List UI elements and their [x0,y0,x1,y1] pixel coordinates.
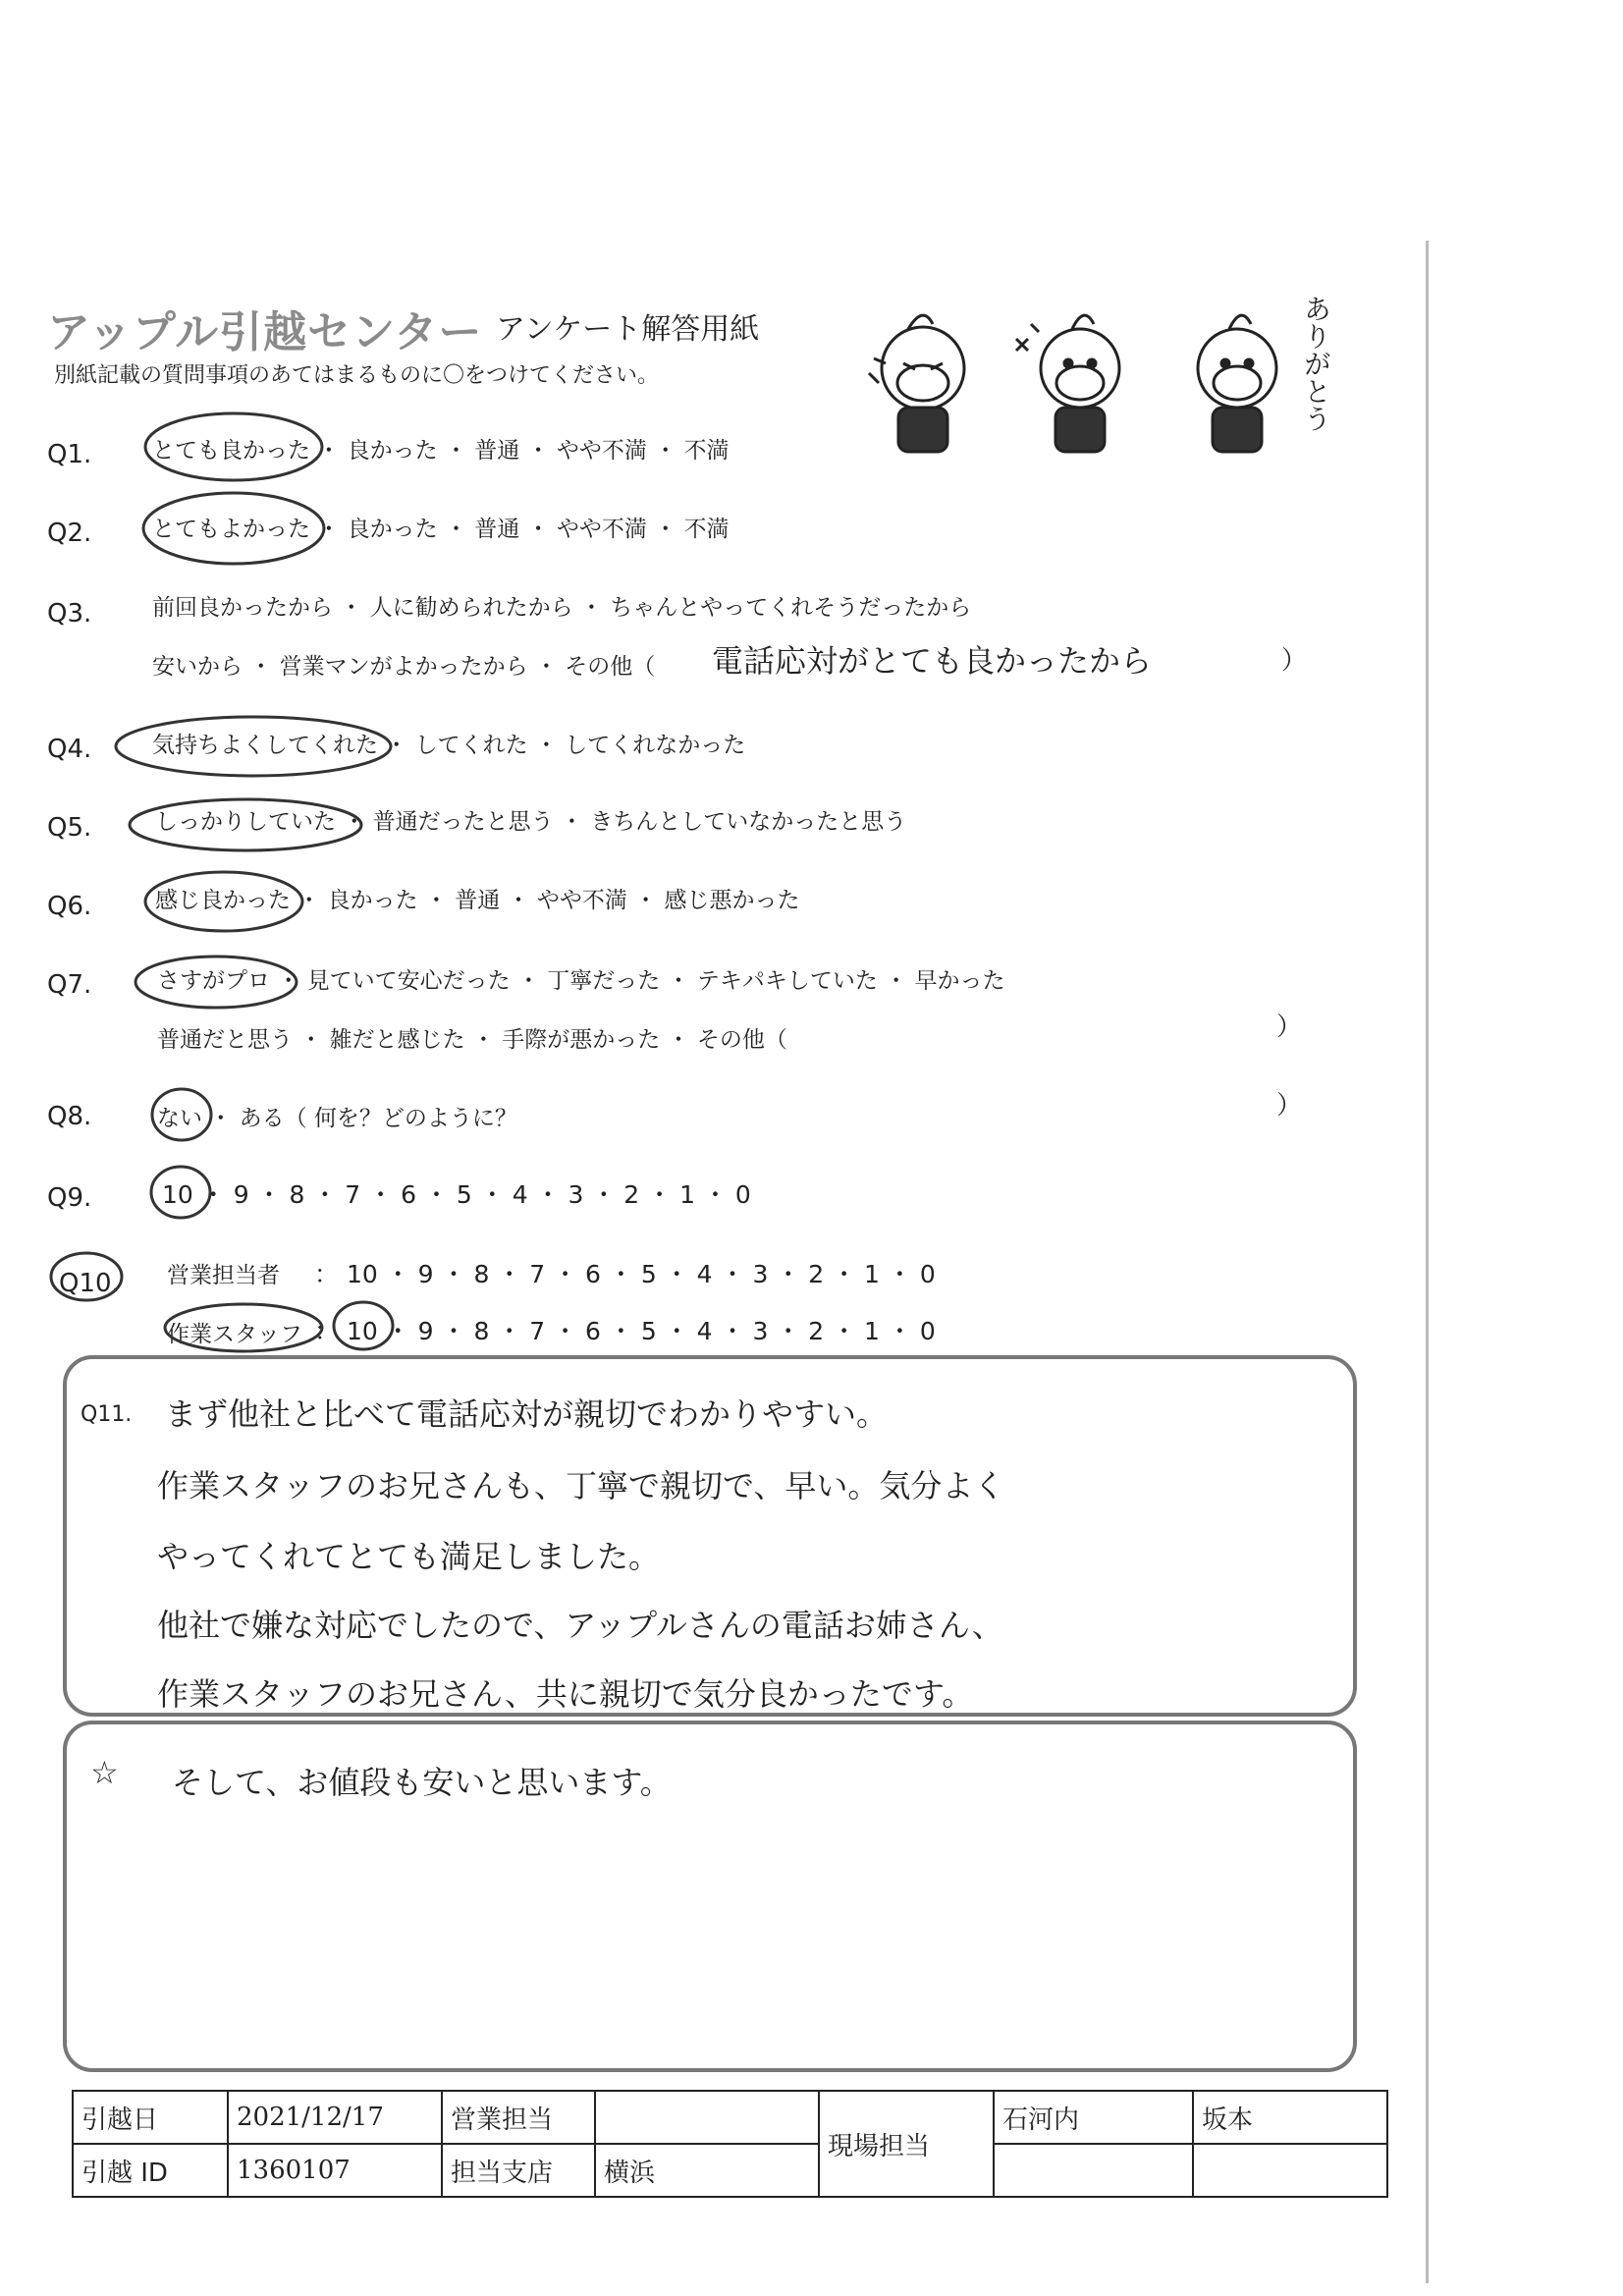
q7-label: Q7. [47,970,92,1000]
move-id-value: 1360107 [228,2144,442,2197]
q6-options[interactable]: 感じ良かった ・ 良かった ・ 普通 ・ やや不満 ・ 感じ悪かった [155,888,800,913]
q10-sales-label: 営業担当者 [167,1263,280,1288]
q11-line-3: やってくれてとても満足しました。 [157,1538,661,1575]
star-comment: そして、お値段も安いと思います。 [172,1764,672,1801]
q1-option[interactable]: 良かった [347,438,438,464]
q7-close-paren: ） [1276,1012,1303,1042]
q11-line-5: 作業スタッフのお兄さん、共に親切で気分良かったです。 [157,1675,974,1713]
q2-option[interactable]: 普通 [474,517,520,542]
q11-label: Q11. [81,1402,133,1427]
q2-label: Q2. [47,519,92,548]
q4-answer-circle [116,717,391,776]
q11-line-4: 他社で嫌な対応でしたので、アップルさんの電話お姉さん、 [157,1607,1003,1644]
branch-value: 横浜 [595,2144,819,2197]
q7-answer-circle [135,957,297,1008]
site-staff-2: 坂本 [1193,2091,1387,2144]
q1-option[interactable]: やや不満 [556,438,647,464]
q2-options: とてもよかった ・ 良かった ・ 普通 ・ やや不満 ・ 不満 [152,517,730,542]
move-id-label: 引越 ID [73,2144,228,2197]
q1-option[interactable]: 普通 [474,438,520,464]
q11-line-2: 作業スタッフのお兄さんも、丁寧で親切で、早い。気分よく [157,1467,1005,1504]
q1-option[interactable]: とても良かった [152,438,310,464]
q10-label-circle [51,1253,122,1300]
q6-label: Q6. [47,892,92,921]
q3-line2[interactable]: 安いから ・ 営業マンがよかったから ・ その他（ [152,654,656,680]
q8-answer-circle [152,1089,211,1140]
q11-line-1: まず他社と比べて電話応対が親切でわかりやすい。 [165,1395,889,1433]
q9-label: Q9. [47,1183,92,1213]
q7-line2[interactable]: 普通だと思う ・ 雑だと感じた ・ 手際が悪かった ・ その他（ [157,1027,787,1053]
q4-options[interactable]: 気持ちよくしてくれた ・ してくれた ・ してくれなかった [152,733,746,758]
q1-option[interactable]: 不満 [683,438,730,464]
q6-answer-circle [145,872,302,931]
q2-answer-circle [143,493,324,564]
q3-line1[interactable]: 前回良かったから ・ 人に勧められたから ・ ちゃんとやってくれそうだったから [152,595,972,621]
move-date-label: 引越日 [73,2091,228,2144]
instruction-text: 別紙記載の質問事項のあてはまるものに〇をつけてください。 [54,363,660,388]
q2-option[interactable]: やや不満 [556,517,647,542]
q9-answer-circle [151,1167,210,1218]
q1-answer-circle [145,413,322,480]
q3-handwritten-answer: 電話応対がとても良かったから [712,642,1153,680]
site-staff-label: 現場担当 [819,2091,994,2197]
q5-options[interactable]: しっかりしていた ・ 普通だったと思う ・ きちんとしていなかったと思う [155,809,907,835]
sales-rep-value [595,2091,819,2144]
q10-staff-label-circle [165,1304,322,1351]
sales-rep-label: 営業担当 [442,2091,595,2144]
q5-label: Q5. [47,813,92,843]
brand-title: アップル引越センター [47,307,483,357]
q2-option[interactable]: とてもよかった [152,517,310,542]
mascot-thanks-text: ありがとう [1300,295,1332,432]
q10-sales-scale[interactable]: ： 10 ・ 9 ・ 8 ・ 7 ・ 6 ・ 5 ・ 4 ・ 3 ・ 2 ・ 1 ・ 0 [314,1260,936,1288]
q2-option[interactable]: 不満 [683,517,730,542]
site-staff-empty-1 [994,2144,1193,2197]
q10-staff-answer-circle [334,1302,393,1349]
branch-label: 担当支店 [442,2144,595,2197]
q8-options[interactable]: ない ・ ある（ 何を？どのように？ [157,1106,517,1131]
q1-label: Q1. [47,440,92,469]
star-icon: ☆ [90,1754,119,1791]
q1-options: とても良かった ・ 良かった ・ 普通 ・ やや不満 ・ 不満 [152,438,730,464]
q3-close-paren: ） [1281,646,1308,676]
q10-staff-scale[interactable]: ： 10 ・ 9 ・ 8 ・ 7 ・ 6 ・ 5 ・ 4 ・ 3 ・ 2 ・ 1 ・ 0 [314,1317,936,1345]
q3-label: Q3. [47,599,92,629]
footer-info-table [72,2090,1388,2198]
site-staff-empty-2 [1193,2144,1387,2197]
site-staff-1: 石河内 [994,2091,1193,2144]
q2-option[interactable]: 良かった [347,517,438,542]
form-title: アンケート解答用紙 [496,312,760,347]
q5-answer-circle [130,799,361,850]
q10-staff-label: 作業スタッフ [167,1322,302,1347]
move-date-value: 2021/12/17 [228,2091,442,2144]
q10-label: Q10. [59,1269,120,1298]
q4-label: Q4. [47,735,92,764]
q8-label: Q8. [47,1102,92,1131]
q9-scale[interactable]: 10 ・ 9 ・ 8 ・ 7 ・ 6 ・ 5 ・ 4 ・ 3 ・ 2 ・ 1 ・ 0 [162,1180,751,1209]
q7-line1[interactable]: さすがプロ ・ 見ていて安心だった ・ 丁寧だった ・ テキパキしていた ・ 早かった [157,968,1005,994]
q8-close-paren: ） [1276,1091,1303,1121]
